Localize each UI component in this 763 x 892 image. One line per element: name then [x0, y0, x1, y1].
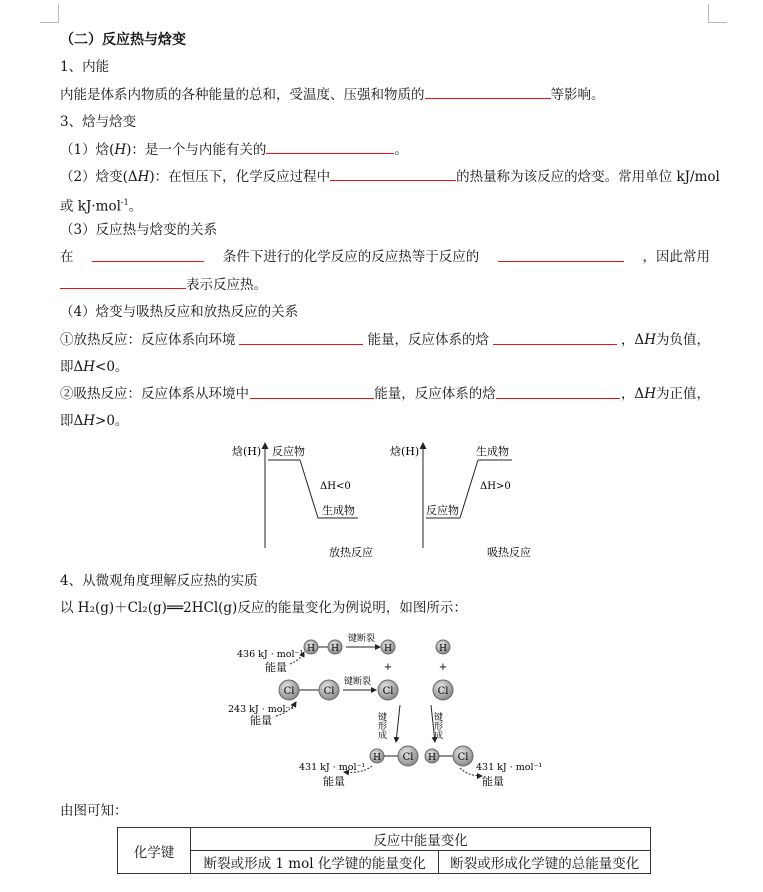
table-header-energy-change: 反应中能量变化 [191, 828, 651, 851]
paragraph-internal-energy: 内能是体系内物质的各种能量的总和，受温度、压强和物质的 等影响。 [60, 84, 605, 105]
cl2-energy-word: 能量 [250, 714, 272, 727]
hcl-energy-left-value: 431 kJ · mol⁻¹ [299, 762, 366, 773]
hcl-energy-left-word: 能量 [323, 775, 345, 788]
heading-microscopic: 4、从微观角度理解反应热的实质 [60, 573, 258, 589]
table-subheader-per-mol: 断裂或形成 1 mol 化学键的能量变化 [191, 851, 439, 874]
conclusion-label: 由图可知： [60, 803, 128, 819]
h2-break-label: 键断裂 [348, 634, 376, 644]
exo-dh-label: ΔH<0 [320, 481, 351, 492]
hcl-energy-right-value: 431 kJ · mol⁻¹ [476, 762, 543, 773]
heading-heat-enthalpy-relation: （3）反应热与焓变的关系 [60, 222, 218, 238]
h-atom-label: H [439, 644, 447, 654]
heading-exo-endo: （4）焓变与吸热反应和放热反应的关系 [60, 304, 299, 320]
paragraph-enthalpy-change: （2）焓变(ΔH)：在恒压下，化学反应过程中 的热量称为该反应的焓变。常用单位 kJ/mol [60, 166, 720, 187]
table-subheader-total: 断裂或形成化学键的总能量变化 [439, 851, 651, 874]
cl-atom-label: Cl [457, 752, 469, 763]
heading-internal-energy: 1、内能 [60, 59, 110, 75]
cl-atom-label: Cl [437, 686, 449, 697]
endo-axis-label: 焓(H) [390, 445, 420, 458]
h2-energy-word: 能量 [265, 661, 287, 674]
endo-reactant-label: 反应物 [426, 504, 459, 517]
heading-enthalpy: 3、焓与焓变 [60, 114, 137, 130]
form-label-left: 键形成 [376, 712, 386, 739]
paragraph-exothermic: ①放热反应：反应体系向环境 能量，反应体系的焓 ，ΔH为负值， [60, 332, 710, 348]
endo-dh-label: ΔH>0 [480, 481, 511, 492]
paragraph-example: 以 H₂(g)＋Cl₂(g)══2HCl(g)反应的能量变化为例说明，如图所示： [60, 600, 467, 616]
h-atom-label: H [331, 644, 339, 654]
paragraph-enthalpy-unit: 或 kJ·mol$^{-1}$。 [60, 198, 143, 215]
paragraph-endothermic: ②吸热反应：反应体系从环境中 能量，反应体系的焓 ，ΔH为正值， [60, 386, 710, 402]
paragraph-endothermic-line2: 即ΔH>0。 [60, 413, 129, 429]
energy-table [117, 827, 651, 874]
exo-product-label: 生成物 [322, 504, 355, 517]
exo-caption: 放热反应 [329, 546, 373, 559]
plus-sign: + [383, 662, 393, 673]
section-title: （二）反应热与焓变 [60, 32, 186, 48]
cl2-energy-value: 243 kJ · mol⁻¹ [228, 704, 295, 715]
paragraph-enthalpy-def: （1）焓(H)：是一个与内能有关的 。 [60, 139, 408, 160]
paragraph-relation-line1: 在 条件下进行的化学反应的反应热等于反应的 ，因此常用 [60, 249, 710, 265]
paragraph-relation-line2: 表示反应热。 [60, 274, 267, 295]
table-header-bond: 化学键 [118, 828, 191, 874]
form-label-right: 键形成 [432, 712, 442, 739]
h-atom-label: H [373, 753, 381, 763]
h-atom-label: H [307, 644, 315, 654]
plus-sign: + [438, 662, 448, 673]
endo-caption: 吸热反应 [487, 546, 531, 559]
exo-axis-label: 焓(H) [232, 445, 262, 458]
endo-product-label: 生成物 [476, 445, 509, 458]
cl-atom-label: Cl [402, 752, 414, 763]
h-atom-label: H [384, 644, 392, 654]
hcl-energy-right-word: 能量 [482, 775, 504, 788]
cl2-break-label: 键断裂 [344, 677, 372, 687]
cl-atom-label: Cl [323, 686, 335, 697]
paragraph-exothermic-line2: 即ΔH<0。 [60, 359, 129, 375]
exo-reactant-label: 反应物 [272, 445, 305, 458]
cl-atom-label: Cl [283, 686, 295, 697]
cl-atom-label: Cl [382, 686, 394, 697]
h-atom-label: H [428, 753, 436, 763]
form-arrow-left [396, 705, 400, 742]
h2-energy-value: 436 kJ · mol⁻¹ [237, 649, 304, 660]
